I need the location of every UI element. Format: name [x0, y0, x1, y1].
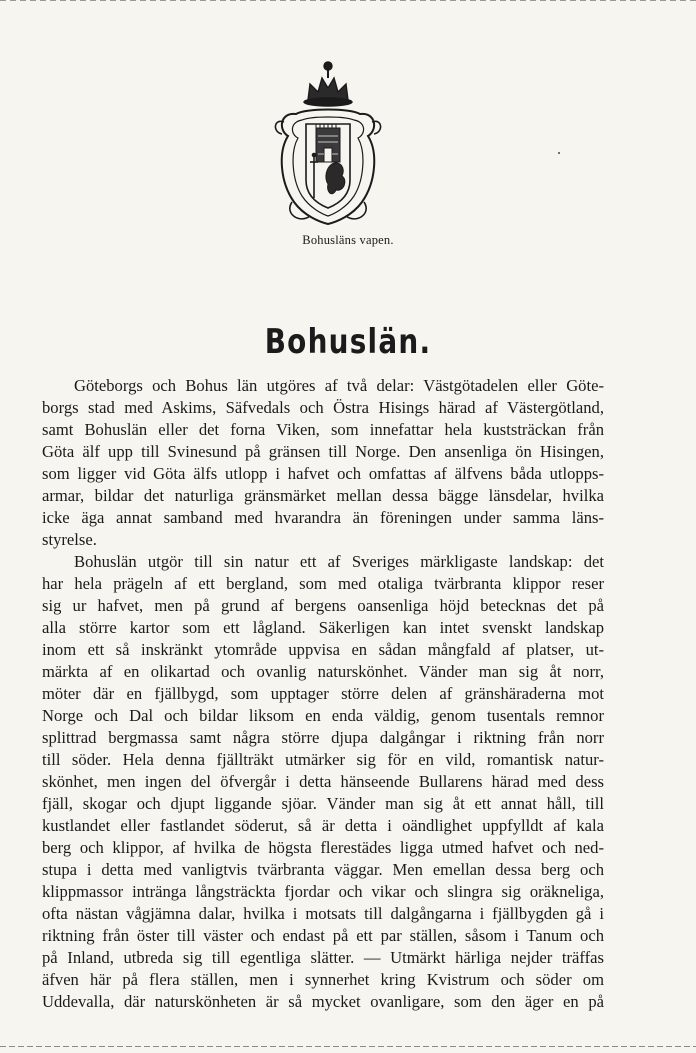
text-line: berg och klippor, af hvilka de högsta flerestädes ligga utmed hafvet och ned-	[42, 838, 604, 857]
text-line: märkta af en olikartad och ovanlig naturskönhet. Vänder man sig åt norr,	[42, 662, 604, 681]
text-line: möter där en fjällbygd, som upptager större delen af gränshäraderna mot	[42, 684, 604, 703]
text-line: splittrad bergmassa samt några större djupa dalgångar i riktning från norr	[42, 728, 604, 747]
text-line: klippmassor intränga långsträckta fjordar och vikar och slingra sig oräkneliga,	[42, 882, 604, 901]
text-line: Norge och Dal och bildar liksom en enda väldig, genom tusentals remnor	[42, 706, 604, 725]
text-line: kustlandet eller fastlandet söderut, så är detta i oändlighet uppfylldt af kala	[42, 816, 604, 835]
text-line: sig ur hafvet, men på grund af bergens oansenliga höjd betecknas det på	[42, 596, 604, 615]
text-line: som ligger vid Göta älfs utlopp i hafvet och omfattas af älfvens båda utlopps-	[42, 464, 604, 483]
text-line: Uddevalla, där naturskönheten är så mycket ovanligare, som den äger en på	[42, 992, 604, 1011]
crest-caption: Bohusläns vapen.	[302, 233, 394, 247]
text-line: riktning från öster till väster och endast på ett par ställen, såsom i Tanum och	[42, 926, 604, 945]
top-dotted-rule	[0, 0, 696, 1]
text-line: till söder. Hela denna fjällträkt utmärker sig för en vild, romantisk natur-	[42, 750, 604, 769]
body-text	[42, 375, 604, 1013]
bottom-dotted-rule	[0, 1046, 696, 1047]
text-line: Göteborgs och Bohus län utgöres af två delar: Västgötadelen eller Göte-	[74, 376, 604, 395]
text-line: Göta älf upp till Svinesund på gränsen till Norge. Den ansenliga ön Hisingen,	[42, 442, 604, 461]
text-line: har hela prägeln af ett bergland, som med otaliga tvärbranta klippor reser	[42, 574, 604, 593]
text-line: alla större kartor som ett lågland. Säkerligen kan intet svenskt landskap	[42, 618, 604, 637]
text-line: styrelse.	[42, 530, 97, 549]
text-line: skönhet, men ingen del öfvergår i detta hänseende Bullarens härad med dess	[42, 772, 604, 791]
text-line: stupa i detta med vanligtvis tvärbranta väggar. Men emellan dessa berg och	[42, 860, 604, 879]
text-line: samt Bohuslän eller det forna Viken, som innefattar hela kuststräckan från	[42, 420, 604, 439]
text-line: på Inland, utbreda sig till egentliga slätter. — Utmärkt härliga nejder träffas	[42, 948, 604, 967]
page-title: Bohuslän.	[264, 322, 432, 362]
text-line: ofta nästan vågjämna dalar, hvilka i motsats till dalgångarna i fjällbygden gå i	[42, 904, 604, 923]
text-line: armar, bildar det naturliga gränsmärket mellan dessa bägge länsdelar, hvilka	[42, 486, 604, 505]
text-line: borgs stad med Askims, Säfvedals och Östra Hisings härad af Västergötland,	[42, 398, 604, 417]
text-line: Bohuslän utgör till sin natur ett af Sveriges märkligaste landskap: det	[74, 552, 604, 571]
ink-speck	[558, 152, 560, 154]
text-line: äfven här på flera ställen, men i synnerhet kring Kvistrum och söder om	[42, 970, 604, 989]
bohuslan-coat-of-arms-icon	[270, 52, 386, 227]
text-line: inom ett så inskränkt ytområde uppvisa en sådan mångfald af platser, ut-	[42, 640, 604, 659]
text-line: fjäll, skogar och djupt liggande sjöar. Vänder man sig åt ett annat håll, till	[42, 794, 604, 813]
text-line: icke äga annat samband med hvarandra än föreningen under samma läns-	[42, 508, 604, 527]
